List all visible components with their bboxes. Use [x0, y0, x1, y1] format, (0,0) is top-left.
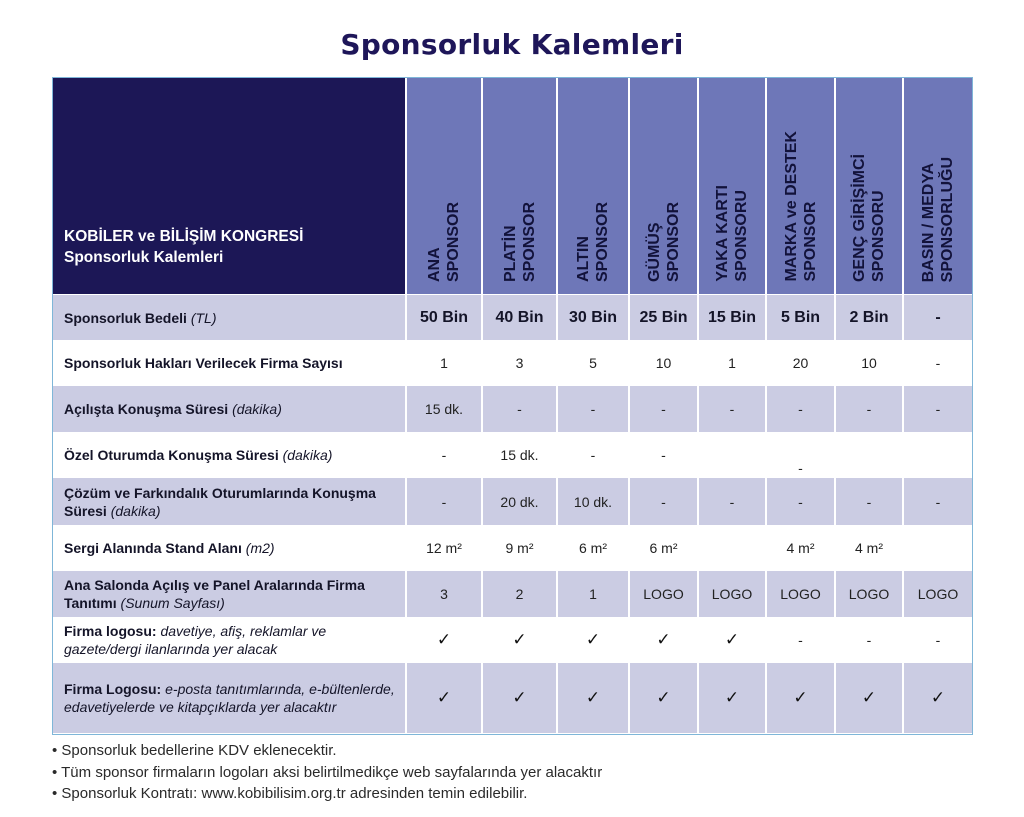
column-header-line1: BASIN / MEDYA [920, 162, 937, 282]
row-label-text: Sponsorluk Hakları Verilecek Firma Sayısı [64, 355, 343, 371]
check-icon: ✓ [585, 630, 601, 649]
table-cell [902, 294, 972, 340]
sponsorship-grid [53, 78, 972, 733]
table-cell [902, 432, 972, 478]
table-cell [556, 617, 628, 663]
check-icon: ✓ [512, 630, 527, 649]
table-cell [834, 478, 902, 525]
row-label [53, 663, 405, 733]
column-header-line1: GÜMÜŞ [645, 222, 663, 282]
table-cell [765, 340, 834, 386]
table-cell [697, 663, 765, 733]
table-cell [628, 340, 697, 386]
column-header-line1: PLATİN [501, 225, 519, 282]
table-cell [628, 617, 697, 663]
column-header-altin [556, 78, 628, 294]
table-cell [697, 571, 765, 617]
footnote: • Sponsorluk Kontratı: www.kobibilisim.org.tr adresinden temin edilebilir. [52, 785, 528, 802]
cell-value: 20 [792, 355, 809, 371]
column-header-line2: SPONSOR [664, 201, 682, 282]
cell-value: 5 [589, 355, 597, 371]
table-cell [405, 340, 481, 386]
table-cell [481, 478, 556, 525]
table-cell [628, 525, 697, 571]
cell-value: - [661, 493, 666, 510]
row-label [53, 478, 405, 525]
table-cell [405, 432, 481, 478]
table-cell [834, 571, 902, 617]
cell-value: 10 dk. [573, 493, 613, 510]
cell-value: - [441, 447, 447, 463]
check-icon: ✓ [585, 688, 601, 707]
table-cell [834, 617, 902, 663]
table-row [53, 294, 972, 340]
row-label [53, 571, 405, 617]
row-label [53, 294, 405, 340]
cell-value: - [729, 401, 735, 417]
cell-value: 15 dk. [500, 447, 539, 463]
table-cell [834, 386, 902, 432]
row-label-text: Firma Logosu: [64, 681, 162, 697]
corner-title-line2: Sponsorluk Kalemleri [64, 249, 224, 266]
footnote: • Sponsorluk bedellerine KDV eklenecektir. [52, 742, 337, 759]
check-icon: ✓ [930, 688, 946, 707]
cell-value: - [866, 401, 872, 417]
check-icon: ✓ [724, 630, 740, 649]
table-cell [697, 386, 765, 432]
column-header-line2: SPONSORLUĞU [939, 156, 956, 282]
table-cell [405, 294, 481, 340]
cell-value: 9 m² [505, 540, 534, 556]
table-cell [628, 294, 697, 340]
table-cell [556, 525, 628, 571]
table-cell [697, 432, 765, 478]
column-header-line2: SPONSOR [520, 201, 538, 282]
cell-value: 15 dk. [424, 401, 464, 417]
row-label [53, 525, 405, 571]
cell-value: - [729, 493, 735, 510]
table-cell [628, 478, 697, 525]
cell-value: - [517, 401, 522, 417]
cell-value: - [798, 632, 803, 648]
row-label-text: Firma logosu: [64, 623, 157, 639]
table-cell [481, 432, 556, 478]
check-icon: ✓ [656, 630, 671, 649]
table-row [53, 432, 972, 478]
table-cell [628, 386, 697, 432]
check-icon: ✓ [436, 630, 452, 649]
cell-value: 2 Bin [849, 308, 889, 326]
cell-value: - [661, 401, 666, 417]
row-label-note: (TL) [190, 309, 217, 326]
table-cell [481, 663, 556, 733]
cell-value: 6 m² [649, 540, 678, 556]
column-header-genc-girisimci [834, 78, 902, 294]
cell-value: 6 m² [579, 540, 607, 556]
column-header-marka-destek [765, 78, 834, 294]
table-cell [556, 432, 628, 478]
table-cell [765, 525, 834, 571]
check-icon: ✓ [512, 688, 527, 707]
cell-value: 5 Bin [780, 308, 821, 326]
check-icon: ✓ [793, 688, 808, 707]
sponsorship-table [52, 77, 973, 735]
table-cell [834, 663, 902, 733]
cell-value: - [798, 401, 803, 417]
cell-value: 3 [440, 586, 448, 602]
row-label-note: (dakika) [110, 502, 161, 519]
column-header-line1: YAKA KARTI [714, 185, 731, 282]
column-header-line1: ALTIN [575, 236, 592, 282]
table-cell [834, 294, 902, 340]
table-cell [481, 340, 556, 386]
column-header-line1: GENÇ GİRİŞİMCİ [851, 153, 868, 282]
table-cell [697, 340, 765, 386]
table-body [53, 294, 972, 733]
table-cell [481, 525, 556, 571]
table-cell [765, 663, 834, 733]
row-label-note: (m2) [245, 540, 275, 556]
cell-value: - [590, 447, 596, 463]
cell-value: 1 [440, 355, 448, 371]
row-label [53, 340, 405, 386]
table-cell [765, 478, 834, 525]
column-header-line2: SPONSOR [445, 201, 462, 282]
check-icon: ✓ [724, 688, 740, 707]
cell-value: LOGO [917, 586, 959, 602]
table-cell [697, 478, 765, 525]
table-cell [902, 478, 972, 525]
cell-value: - [935, 355, 941, 371]
cell-value: 20 dk. [500, 493, 539, 510]
table-cell [481, 294, 556, 340]
cell-value: - [590, 401, 596, 417]
column-header-line2: SPONSOR [801, 201, 819, 282]
table-cell [481, 386, 556, 432]
row-label [53, 432, 405, 478]
table-row [53, 617, 972, 663]
cell-value: 10 [655, 355, 672, 371]
table-cell [628, 663, 697, 733]
row-label-text: Özel Oturumda Konuşma Süresi [64, 447, 279, 463]
table-corner-title [53, 78, 405, 294]
row-label [53, 617, 405, 663]
check-icon: ✓ [656, 688, 671, 707]
footnote: • Tüm sponsor firmaların logoları aksi belirtilmedikçe web sayfalarında yer alacaktır [52, 763, 603, 781]
table-cell [556, 340, 628, 386]
row-label-note: (Sunum Sayfası) [120, 595, 225, 611]
cell-value: 1 [728, 355, 736, 371]
row-label-text: Açılışta Konuşma Süresi [64, 401, 229, 417]
table-row [53, 525, 972, 571]
cell-value: - [935, 493, 941, 510]
table-cell [556, 571, 628, 617]
cell-value: LOGO [643, 586, 684, 602]
table-cell [765, 386, 834, 432]
table-cell [481, 571, 556, 617]
column-header-yaka-karti [697, 78, 765, 294]
table-cell [765, 617, 834, 663]
cell-value: - [798, 493, 803, 510]
table-cell [697, 617, 765, 663]
table-cell [697, 525, 765, 571]
cell-value: - [935, 401, 941, 417]
cell-value: 50 Bin [419, 308, 468, 326]
table-row [53, 663, 972, 733]
page-title: Sponsorluk Kalemleri [340, 28, 684, 61]
cell-value: 40 Bin [495, 308, 544, 326]
row-label [53, 386, 405, 432]
column-header-platin [481, 78, 556, 294]
table-cell [405, 525, 481, 571]
cell-value: 3 [515, 355, 524, 371]
table-cell [834, 432, 902, 478]
check-icon: ✓ [436, 688, 452, 707]
table-row [53, 478, 972, 525]
cell-value: - [866, 493, 872, 510]
column-header-line2: SPONSORU [870, 190, 887, 282]
cell-value: 25 Bin [639, 308, 688, 326]
cell-value: LOGO [711, 586, 753, 602]
cell-value: 2 [515, 586, 524, 602]
cell-value: - [866, 632, 872, 648]
table-cell [556, 386, 628, 432]
cell-value: 10 [861, 355, 877, 371]
cell-value: - [661, 447, 666, 463]
column-header-line2: SPONSOR [594, 201, 611, 282]
table-cell [556, 663, 628, 733]
row-label-note: e-posta tanıtımlarında, e-bültenlerde, edavetiyelerde ve kitapçıklarda yer alacaktır [64, 681, 395, 715]
table-cell [556, 294, 628, 340]
table-row [53, 340, 972, 386]
table-cell [765, 432, 834, 478]
column-header-line1: ANA [426, 247, 443, 282]
cell-value: 4 m² [855, 540, 883, 556]
table-cell [834, 340, 902, 386]
table-cell [902, 663, 972, 733]
table-cell [765, 294, 834, 340]
table-cell [697, 294, 765, 340]
table-cell [834, 525, 902, 571]
cell-value: 12 m² [426, 540, 462, 556]
table-cell [902, 525, 972, 571]
cell-value: LOGO [780, 586, 821, 602]
cell-value: LOGO [848, 586, 890, 602]
cell-value: 4 m² [786, 540, 815, 556]
table-cell [902, 571, 972, 617]
table-cell [405, 386, 481, 432]
cell-value: - [935, 308, 941, 326]
header-row [53, 78, 972, 294]
row-label-text: Ana Salonda Açılış ve Panel Aralarında Firma Tanıtımı [64, 577, 365, 611]
cell-value: 30 Bin [568, 308, 617, 326]
table-row [53, 571, 972, 617]
table-cell [405, 478, 481, 525]
cell-value: - [935, 632, 941, 648]
row-label-note: (dakika) [232, 401, 282, 417]
row-label-text: Sergi Alanında Stand Alanı [64, 540, 242, 556]
column-header-gumus [628, 78, 697, 294]
table-cell [556, 478, 628, 525]
table-cell [405, 571, 481, 617]
cell-value: - [798, 460, 803, 476]
row-label-text: Çözüm ve Farkındalık Oturumlarında Konuşma Süresi [64, 484, 376, 519]
row-label-text: Sponsorluk Bedeli [64, 309, 187, 326]
row-label-note: davetiye, afiş, reklamlar ve gazete/dergi ilanlarında yer alacak [64, 623, 327, 657]
footnotes [52, 740, 602, 805]
cell-value: - [441, 493, 447, 510]
table-cell [902, 617, 972, 663]
table-cell [765, 571, 834, 617]
check-icon: ✓ [861, 688, 877, 707]
column-header-ana [405, 78, 481, 294]
table-cell [902, 386, 972, 432]
column-header-line1: MARKA ve DESTEK [782, 131, 800, 282]
table-cell [628, 432, 697, 478]
column-header-basin-medya [902, 78, 972, 294]
table-cell [405, 617, 481, 663]
corner-title-line1: KOBİLER ve BİLİŞİM KONGRESİ [64, 228, 304, 245]
cell-value: 15 Bin [707, 308, 756, 326]
table-cell [481, 617, 556, 663]
table-cell [902, 340, 972, 386]
cell-value: 1 [589, 586, 597, 602]
row-label-note: (dakika) [282, 447, 333, 463]
column-header-line2: SPONSORU [733, 190, 750, 282]
table-cell [405, 663, 481, 733]
table-cell [628, 571, 697, 617]
table-row [53, 386, 972, 432]
